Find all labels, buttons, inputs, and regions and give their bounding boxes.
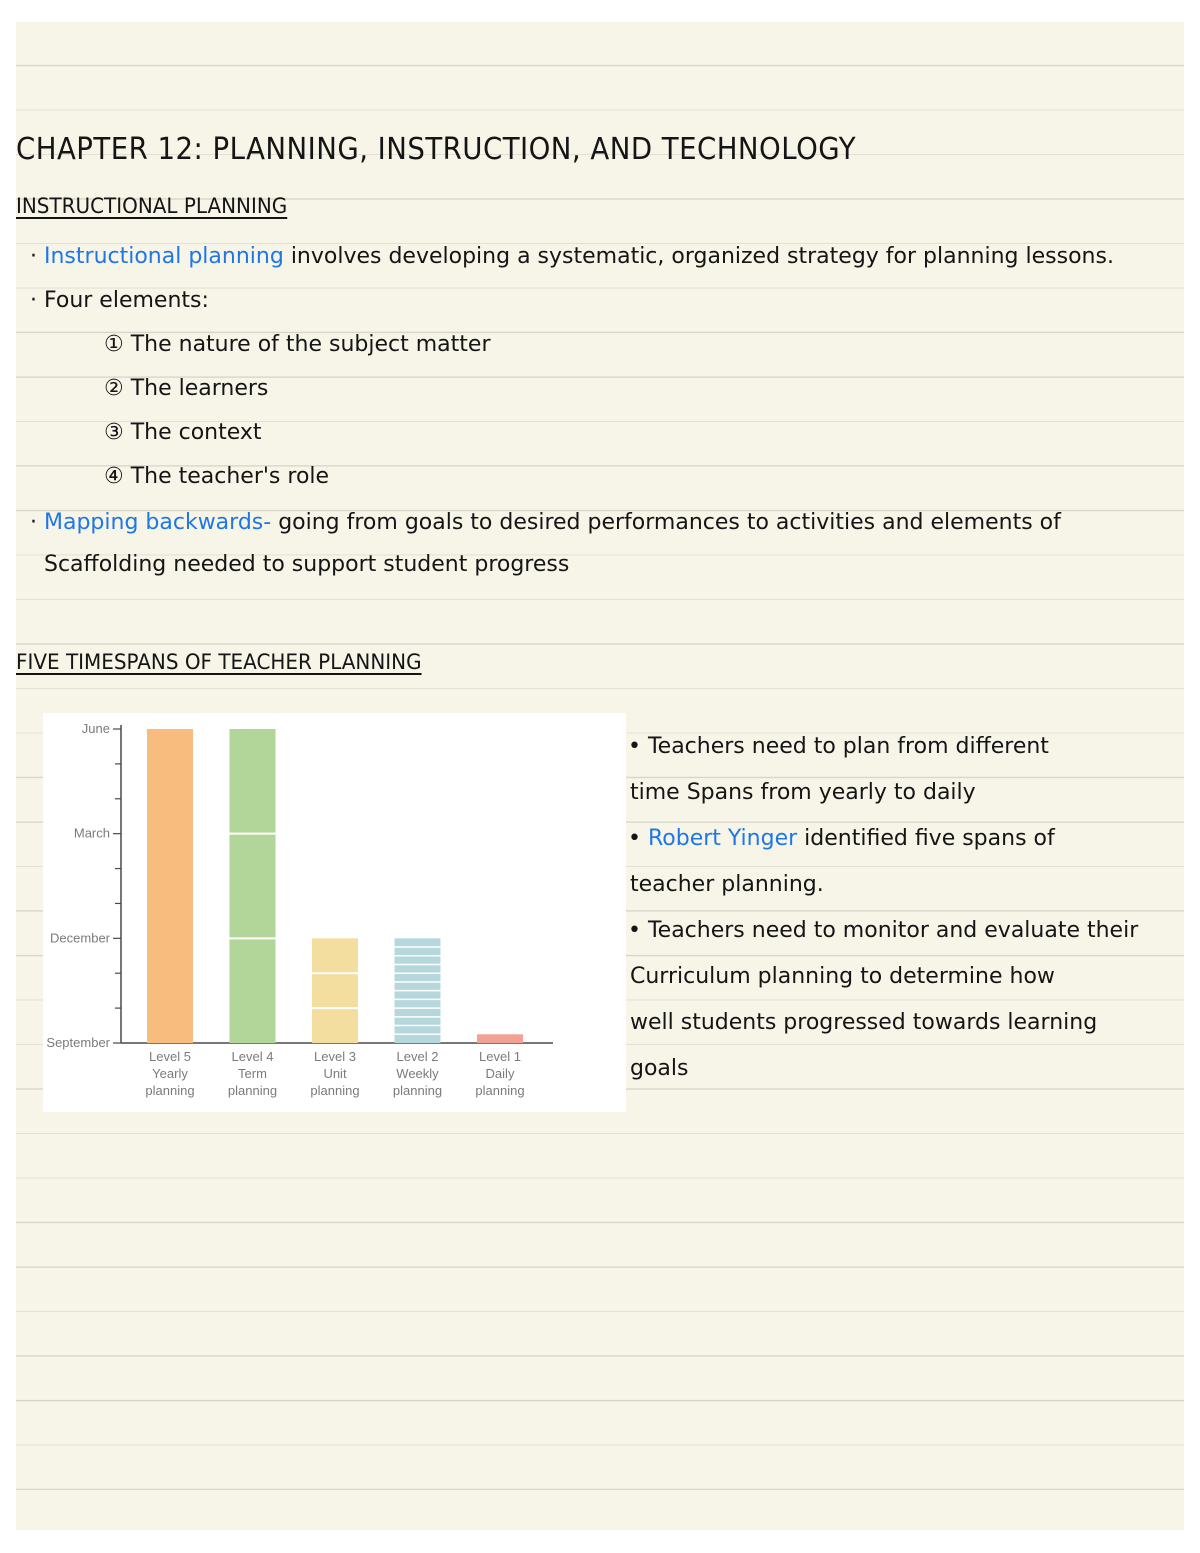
- element-item: ④ The teacher's role: [104, 464, 330, 489]
- bar: [230, 729, 276, 1043]
- note-line-6: Curriculum planning to determine how: [630, 964, 1055, 989]
- y-tick-label: June: [81, 721, 110, 736]
- section-heading-instructional-planning: INSTRUCTIONAL PLANNING: [16, 194, 288, 218]
- bullet-instructional-planning: [30, 244, 1114, 269]
- bar: [477, 1034, 523, 1043]
- x-category-label: Weekly: [396, 1066, 439, 1081]
- element-item: ① The nature of the subject matter: [104, 332, 491, 357]
- note-line-1: • Teachers need to plan from different: [628, 734, 1049, 759]
- bullet2-text: Four elements:: [44, 288, 209, 313]
- y-tick-label: March: [73, 825, 110, 841]
- term-instructional-planning: Instructional planning: [44, 244, 284, 269]
- bar: [312, 938, 358, 1043]
- y-tick-label: December: [50, 930, 110, 946]
- bullet-dot: •: [628, 826, 641, 851]
- x-category-label: Term: [238, 1066, 267, 1081]
- term-mapping-backwards: Mapping backwards-: [44, 510, 272, 535]
- x-category-label: Level 5: [149, 1049, 191, 1064]
- bullet3-text-continued: Scaffolding needed to support student progress: [44, 552, 570, 577]
- x-category-label: Daily: [485, 1066, 515, 1081]
- x-category-label: Unit: [323, 1066, 347, 1081]
- x-category-label: planning: [392, 1083, 443, 1098]
- bullet-dot: ·: [30, 288, 44, 313]
- x-category-label: planning: [310, 1083, 360, 1098]
- bar-chart: [43, 713, 626, 1112]
- x-category-label: Level 1: [479, 1049, 521, 1064]
- page-title: CHAPTER 12: PLANNING, INSTRUCTION, AND TECHNOLOGY: [16, 132, 857, 167]
- bullet-mapping-backwards: [30, 510, 1061, 535]
- x-category-label: Level 3: [314, 1049, 356, 1064]
- note-line-4: teacher planning.: [630, 872, 824, 897]
- x-category-label: Level 4: [231, 1049, 274, 1064]
- note-line-2: time Spans from yearly to daily: [630, 780, 976, 805]
- timespans-chart: [43, 713, 626, 1112]
- term-robert-yinger: Robert Yinger: [647, 826, 798, 851]
- x-category-label: planning: [475, 1083, 525, 1098]
- element-item: ② The learners: [104, 376, 269, 401]
- note-line-3: [628, 826, 1055, 851]
- bullet-four-elements: [30, 288, 209, 313]
- x-category-label: Yearly: [152, 1066, 188, 1081]
- note-line-8: goals: [630, 1056, 689, 1081]
- x-category-label: Level 2: [396, 1049, 439, 1064]
- x-category-label: planning: [145, 1083, 195, 1098]
- x-category-label: planning: [227, 1083, 278, 1098]
- bullet1-text: involves developing a systematic, organized strategy for planning lessons.: [290, 244, 1114, 269]
- section-heading-five-timespans: FIVE TIMESPANS OF TEACHER PLANNING: [16, 650, 422, 674]
- note-line-3-rest: identified five spans of: [804, 826, 1055, 851]
- bullet-dot: ·: [30, 244, 44, 269]
- element-item: ③ The context: [104, 420, 262, 445]
- bar: [147, 729, 193, 1043]
- note-line-7: well students progressed towards learning: [630, 1010, 1098, 1035]
- bullet-dot: ·: [30, 510, 44, 535]
- notebook-page: [16, 22, 1184, 1530]
- y-tick-label: September: [46, 1035, 110, 1050]
- bullet3-text: going from goals to desired performances to activities and elements of: [278, 510, 1061, 535]
- note-line-5: • Teachers need to monitor and evaluate their: [628, 918, 1139, 943]
